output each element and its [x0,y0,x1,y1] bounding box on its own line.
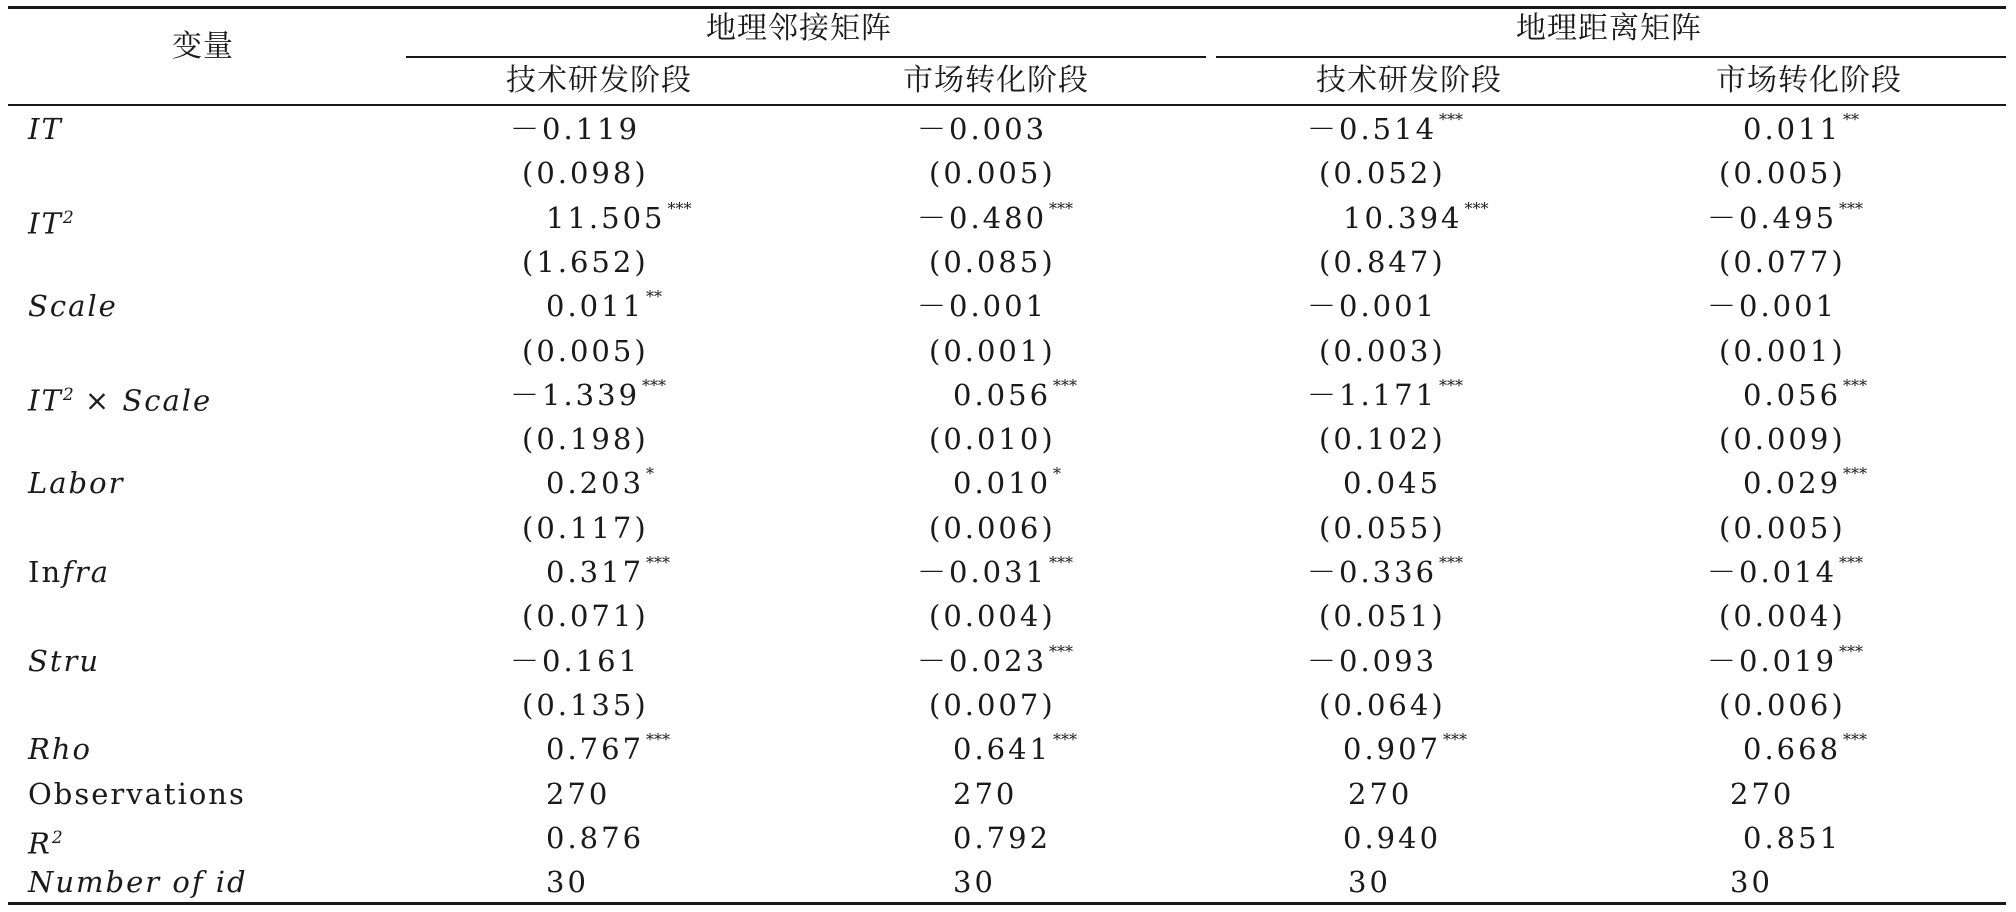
coef-cell [546,198,692,240]
std-error-cell: (0.135) [522,687,649,722]
std-error-cell: (0.005) [929,156,1056,191]
coef-value: －0.031 [917,555,1048,589]
coef-cell [546,555,670,594]
coef-cell [1307,644,1437,678]
coef-cell [510,644,640,678]
significance-stars: ** [1843,110,1860,129]
significance-stars: *** [1049,198,1074,218]
group-header-adjacency: 地理邻接矩阵 [706,11,892,46]
row-label-main: Rho [28,732,92,767]
row-label [28,865,248,899]
footer-cell: 30 [1730,865,1773,900]
coef-value: 11.505 [546,200,666,235]
significance-stars: *** [646,553,671,572]
footer-cell: 30 [1348,865,1391,900]
coef-value: －0.336 [1307,555,1438,589]
row-label [28,466,124,500]
coef-value: 0.907 [1343,732,1442,767]
std-error-cell: (0.009) [1719,422,1846,457]
significance-stars: * [1053,464,1062,484]
coef-value: 0.056 [953,377,1052,412]
coef-value: －0.480 [917,200,1048,235]
coef-value: 0.668 [1743,732,1842,767]
coef-cell [546,466,654,505]
coef-value: 0.011 [1743,112,1842,146]
row-label [28,112,63,146]
coef-value: －0.119 [510,112,641,146]
std-error-cell: (0.010) [929,422,1056,457]
top-rule [8,6,2006,9]
row-label-main: IT [28,383,63,418]
std-error-cell: (0.005) [522,333,649,368]
coef-value: 0.045 [1343,466,1442,501]
coef-value: 0.010 [953,466,1052,501]
row-label [28,732,92,766]
footer-cell: 0.876 [546,820,645,855]
coef-cell [1743,466,1867,505]
significance-stars: *** [1839,553,1864,572]
row-label-main: IT [28,112,63,146]
coef-value: －0.019 [1707,643,1838,678]
significance-stars: *** [1464,198,1489,218]
coef-cell [953,375,1078,417]
std-error-cell: (0.085) [929,244,1056,279]
row-label-main: IT [28,206,63,241]
coef-cell [546,732,670,771]
row-label [28,201,74,241]
coef-value: －0.495 [1707,200,1838,235]
variable-header: 变量 [172,29,234,64]
coef-value: －0.161 [510,643,641,678]
coef-value: －1.171 [1307,377,1438,412]
significance-stars: *** [646,730,671,750]
coef-cell [1707,641,1864,683]
significance-stars: *** [1839,198,1864,218]
std-error-cell: (1.652) [522,244,649,279]
footer-cell: 270 [1348,776,1413,811]
significance-stars: *** [1049,641,1074,661]
std-error-cell: (0.077) [1719,244,1846,279]
coef-value: 0.203 [546,466,645,501]
std-error-cell: (0.005) [1719,510,1846,545]
coef-value: 10.394 [1343,200,1463,235]
coef-cell [1307,112,1463,151]
std-error-cell: (0.102) [1319,422,1446,457]
coef-cell [917,198,1074,240]
coef-cell [1743,732,1867,771]
row-label [28,777,246,811]
coef-cell [953,466,1061,505]
coef-cell [917,289,1047,323]
row-label [28,289,118,323]
significance-stars: *** [1053,730,1078,750]
coef-value: －1.339 [510,377,641,412]
std-error-cell: (0.004) [1719,599,1846,634]
row-label-main: Labor [28,466,125,501]
row-label-main: Stru [28,643,101,678]
bottom-rule [8,902,2006,905]
std-error-cell: (0.064) [1319,687,1446,722]
subheader-4: 市场转化阶段 [1716,63,1902,98]
coef-value: 0.317 [546,555,645,589]
row-label [28,555,110,589]
coef-cell [917,641,1074,683]
std-error-cell: (0.071) [522,599,649,634]
std-error-cell: (0.003) [1319,333,1446,368]
coef-value: －0.001 [1707,289,1838,324]
row-label-sup: 2 [51,827,63,848]
row-label [28,821,63,861]
row-label-main: R [28,826,52,861]
coef-value: －0.003 [917,112,1048,146]
std-error-cell: (0.847) [1319,244,1446,279]
coef-cell [1743,375,1868,417]
coef-cell [546,289,662,328]
coef-value: 0.056 [1743,377,1842,412]
coef-cell [1343,198,1489,240]
std-error-cell: (0.004) [929,599,1056,634]
significance-stars: *** [1839,641,1864,661]
coef-cell [1307,555,1463,594]
significance-stars: * [646,464,655,484]
footer-cell: 270 [1730,776,1795,811]
footer-cell: 0.940 [1343,820,1442,855]
header-rule [8,104,2006,106]
coef-cell [953,732,1077,771]
coef-cell [1343,732,1467,771]
footer-cell: 30 [953,865,996,900]
row-label-main: In [28,555,63,589]
std-error-cell: (0.005) [1719,156,1846,191]
significance-stars: *** [1843,464,1868,484]
row-label-sup: 2 [62,207,74,228]
std-error-cell: (0.001) [929,333,1056,368]
group2-underline [1216,56,2006,58]
row-label-tail: fra [62,555,111,589]
coef-cell [1743,112,1859,151]
std-error-cell: (0.007) [929,687,1056,722]
std-error-cell: (0.051) [1319,599,1446,634]
significance-stars: *** [1439,553,1464,572]
significance-stars: *** [1443,730,1468,750]
significance-stars: *** [1053,375,1078,395]
std-error-cell: (0.001) [1719,333,1846,368]
significance-stars: *** [667,198,692,218]
coef-value: 0.011 [546,289,645,324]
coef-cell [510,375,667,417]
row-label [28,644,100,678]
regression-table [8,0,2006,912]
significance-stars: *** [642,375,667,395]
row-label-main: Scale [28,289,118,324]
std-error-cell: (0.052) [1319,156,1446,191]
footer-cell: 270 [953,776,1018,811]
std-error-cell: (0.198) [522,422,649,457]
row-label-tail: × Scale [73,383,213,418]
coef-value: －0.001 [917,289,1048,324]
coef-cell [917,112,1047,146]
coef-cell [1707,555,1863,594]
subheader-3: 技术研发阶段 [1316,63,1502,98]
footer-cell: 270 [546,776,611,811]
group-header-distance: 地理距离矩阵 [1516,11,1702,46]
coef-cell [1707,289,1837,323]
std-error-cell: (0.006) [1719,687,1846,722]
coef-value: 0.641 [953,732,1052,767]
significance-stars: *** [1439,375,1464,395]
footer-cell: 30 [546,865,589,900]
coef-cell [510,112,640,146]
group1-underline [406,56,1206,58]
coef-cell [1343,466,1441,500]
coef-cell [1707,198,1864,240]
std-error-cell: (0.117) [522,510,649,545]
row-label [28,378,212,418]
std-error-cell: (0.006) [929,510,1056,545]
subheader-1: 技术研发阶段 [506,63,692,98]
coef-cell [1307,289,1437,323]
coef-value: －0.023 [917,643,1048,678]
significance-stars: *** [1843,730,1868,750]
coef-cell [1307,375,1464,417]
coef-value: 0.029 [1743,466,1842,501]
std-error-cell: (0.055) [1319,510,1446,545]
coef-value: 0.767 [546,732,645,767]
coef-value: －0.093 [1307,643,1438,678]
std-error-cell: (0.098) [522,156,649,191]
coef-value: －0.514 [1307,112,1438,146]
row-label-sup: 2 [62,384,74,405]
significance-stars: *** [1049,553,1074,572]
significance-stars: ** [646,287,663,307]
coef-value: －0.001 [1307,289,1438,324]
coef-value: －0.014 [1707,555,1838,589]
row-label-main: Observations [28,776,246,811]
significance-stars: *** [1439,110,1464,129]
coef-cell [917,555,1073,594]
significance-stars: *** [1843,375,1868,395]
footer-cell: 0.851 [1743,820,1842,855]
subheader-2: 市场转化阶段 [903,63,1089,98]
row-label-main: Number of id [28,865,248,900]
footer-cell: 0.792 [953,820,1052,855]
